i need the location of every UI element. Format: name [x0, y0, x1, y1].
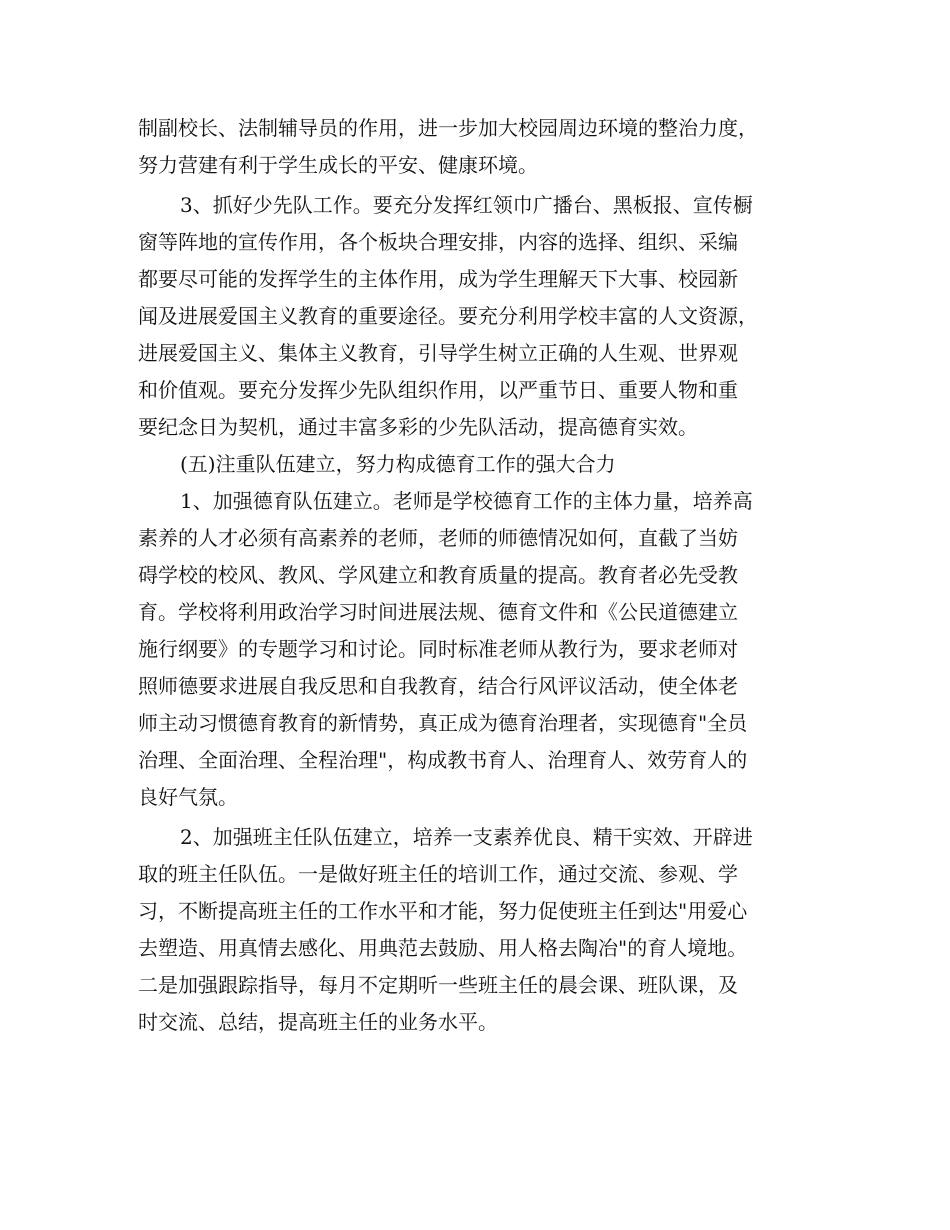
text-line: 育。学校将利用政治学习时间进展法规、德育文件和《公民道德建立 — [138, 600, 738, 624]
text-line: 二是加强跟踪指导，每月不定期听一些班主任的晨会课、班队课，及 — [138, 973, 738, 997]
text-line: 治理、全面治理、全程治理"，构成教书育人、治理育人、效劳育人的 — [138, 748, 748, 772]
text-line: 素养的人才必须有高素养的老师，老师的师德情况如何，直截了当妨 — [138, 526, 738, 550]
text-line: 闻及进展爱国主义教育的重要途径。要充分利用学校丰富的人文资源， — [138, 304, 758, 328]
text-line: 制副校长、法制辅导员的作用，进一步加大校园周边环境的整治力度， — [138, 116, 758, 140]
text-line: 习，不断提高班主任的工作水平和才能，努力促使班主任到达"用爱心 — [138, 899, 748, 923]
text-line: 2、加强班主任队伍建立，培养一支素养优良、精干实效、开辟进 — [180, 825, 753, 849]
text-line: 3、抓好少先队工作。要充分发挥红领巾广播台、黑板报、宣传橱 — [180, 193, 753, 217]
text-line: 去塑造、用真情去感化、用典范去鼓励、用人格去陶冶"的育人境地。 — [138, 936, 748, 960]
text-line: 都要尽可能的发挥学生的主体作用，成为学生理解天下大事、校园新 — [138, 267, 738, 291]
text-line: 窗等阵地的宣传作用，各个板块合理安排，内容的选择、组织、采编 — [138, 230, 738, 254]
text-line: 取的班主任队伍。一是做好班主任的培训工作，通过交流、参观、学 — [138, 862, 738, 886]
section-heading: (五)注重队伍建立，努力构成德育工作的强大合力 — [180, 452, 616, 476]
document-body — [138, 110, 838, 1041]
text-line: 要纪念日为契机，通过丰富多彩的少先队活动，提高德育实效。 — [138, 415, 698, 439]
text-line: 进展爱国主义、集体主义教育，引导学生树立正确的人生观、世界观 — [138, 341, 738, 365]
text-line: 照师德要求进展自我反思和自我教育，结合行风评议活动，使全体老 — [138, 674, 738, 698]
text-line: 努力营建有利于学生成长的平安、健康环境。 — [138, 153, 538, 177]
text-line: 碍学校的校风、教风、学风建立和教育质量的提高。教育者必先受教 — [138, 563, 738, 587]
text-line: 施行纲要》的专题学习和讨论。同时标准老师从教行为，要求老师对 — [138, 637, 738, 661]
text-line: 和价值观。要充分发挥少先队组织作用，以严重节日、重要人物和重 — [138, 378, 738, 402]
text-line: 1、加强德育队伍建立。老师是学校德育工作的主体力量，培养高 — [180, 489, 753, 513]
text-line: 时交流、总结，提高班主任的业务水平。 — [138, 1010, 498, 1034]
text-line: 师主动习惯德育教育的新情势，真正成为德育治理者，实现德育"全员 — [138, 711, 748, 735]
text-line: 良好气氛。 — [138, 785, 238, 809]
